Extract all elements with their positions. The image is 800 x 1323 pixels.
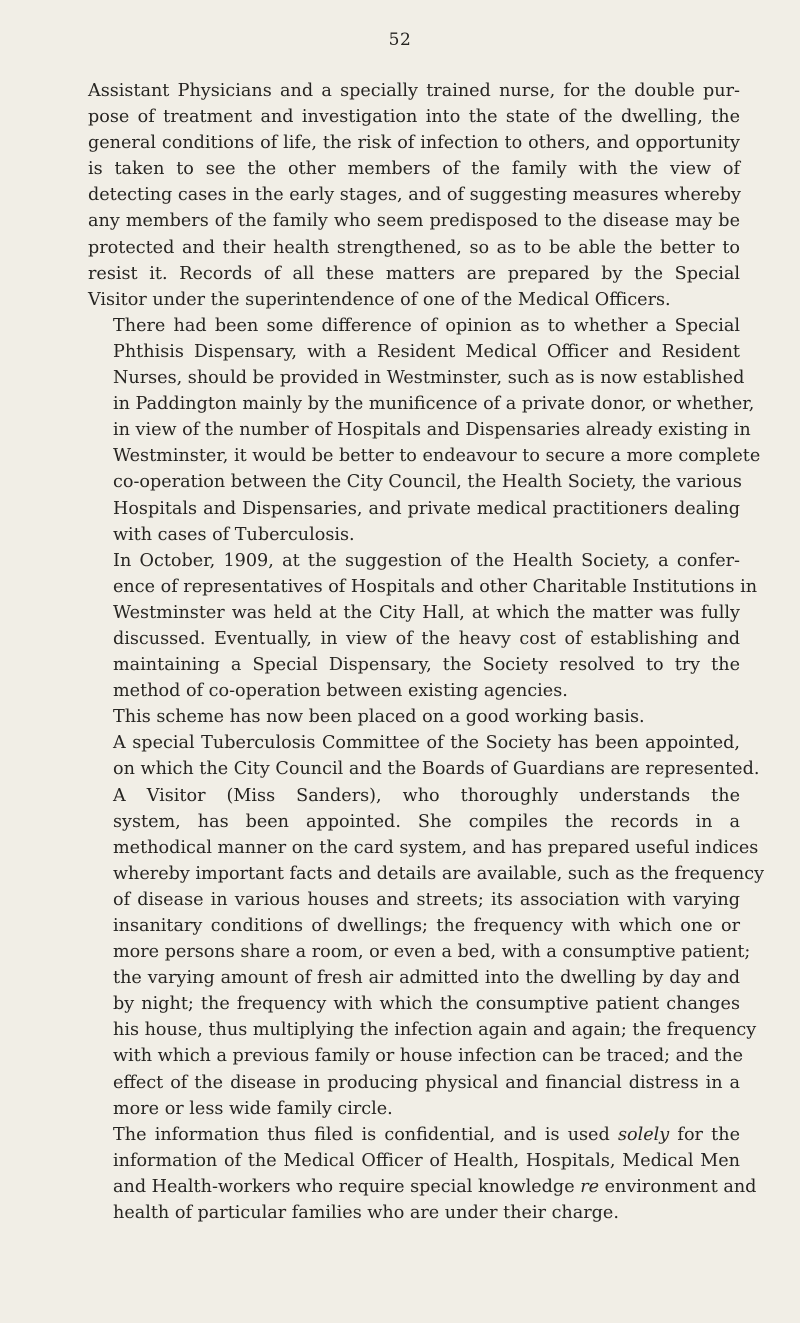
- paragraph: [88, 548, 758, 705]
- paragraph-line: more or less wide family circle.: [113, 1098, 393, 1119]
- paragraph: [88, 313, 761, 548]
- paragraph-line: health of particular families who are under their charge.: [113, 1203, 619, 1224]
- paragraph-line: methodical manner on the card system, and has prepared useful indices: [113, 837, 759, 858]
- paragraph-line: Nurses, should be provided in Westminster, such as is now established: [113, 368, 745, 389]
- paragraph-line: A special Tuberculosis Committee of the Society has been appointed,: [113, 733, 740, 754]
- paragraph-line: A Visitor (Miss Sanders), who thoroughly understands the: [113, 785, 740, 806]
- paragraph-line: effect of the disease in producing physical and financial distress in a: [113, 1072, 740, 1093]
- paragraph-line: his house, thus multiplying the infection again and again; the frequency: [113, 1020, 757, 1041]
- paragraph: [88, 704, 740, 730]
- paragraph-line: ence of representatives of Hospitals and other Charitable Institutions in: [113, 576, 758, 597]
- paragraph-line: in view of the number of Hospitals and Dispensaries already existing in: [113, 420, 751, 441]
- paragraph-line: general conditions of life, the risk of infection to others, and opportunity: [88, 133, 740, 154]
- paragraph-line: insanitary conditions of dwellings; the frequency with which one or: [113, 916, 740, 936]
- paragraph-line: and Health-workers who require special knowledge re environment and: [113, 1176, 757, 1197]
- paragraph-line: There had been some difference of opinion as to whether a Special: [113, 315, 740, 336]
- paragraph-line: Phthisis Dispensary, with a Resident Medical Officer and Resident: [113, 341, 740, 362]
- paragraph-line: Westminster, it would be better to endeavour to secure a more complete: [113, 446, 761, 467]
- paragraph-line: This scheme has now been placed on a good working basis.: [113, 707, 645, 728]
- body-text: [88, 78, 765, 1226]
- paragraph-line: method of co-operation between existing agencies.: [113, 681, 568, 702]
- paragraph-line: protected and their health strengthened, so as to be able the better to: [88, 237, 740, 258]
- paragraph-line: by night; the frequency with which the consumptive patient changes: [113, 994, 740, 1015]
- paragraph-line: information of the Medical Officer of Health, Hospitals, Medical Men: [113, 1150, 740, 1171]
- paragraph-line: with which a previous family or house infection can be traced; and the: [113, 1046, 744, 1067]
- paragraph: [88, 783, 765, 1122]
- paragraph-line: maintaining a Special Dispensary, the Society resolved to try the: [113, 655, 740, 676]
- paragraph-line: co-operation between the City Council, the Health Society, the various: [113, 472, 742, 493]
- paragraph-line: more persons share a room, or even a bed, with a consumptive patient;: [113, 942, 751, 963]
- paragraph-line: Hospitals and Dispensaries, and private medical practitioners dealing: [113, 498, 740, 519]
- paragraph-line: The information thus filed is confidential, and is used solely for the: [113, 1124, 740, 1145]
- paragraph-confidential: [88, 1122, 757, 1226]
- paragraph-line: detecting cases in the early stages, and of suggesting measures whereby: [88, 185, 741, 206]
- paragraph-line: with cases of Tuberculosis.: [113, 524, 355, 545]
- paragraph-line: of disease in various houses and streets; its association with varying: [113, 889, 740, 910]
- paragraph: [88, 730, 760, 782]
- paragraph-line: whereby important facts and details are available, such as the frequency: [113, 863, 765, 884]
- emphasis-re: re: [580, 1176, 600, 1197]
- paragraph-line: Assistant Physicians and a specially trained nurse, for the double pur-: [88, 81, 740, 101]
- paragraph-line: Westminster was held at the City Hall, at which the matter was fully: [113, 602, 740, 623]
- paragraph-line: system, has been appointed. She compiles the records in a: [113, 811, 740, 832]
- paragraph: [88, 78, 740, 313]
- paragraph-list: [88, 78, 765, 1122]
- paragraph-line: Visitor under the superintendence of one of the Medical Officers.: [88, 289, 671, 310]
- paragraph-line: is taken to see the other members of the family with the view of: [88, 159, 740, 180]
- emphasis-solely: solely: [617, 1124, 670, 1145]
- paragraph-line: on which the City Council and the Boards of Guardians are represented.: [113, 759, 760, 780]
- page-number: 52: [388, 30, 412, 50]
- paragraph-line: any members of the family who seem predisposed to the disease may be: [88, 211, 740, 232]
- paragraph-line: discussed. Eventually, in view of the heavy cost of establishing and: [113, 628, 740, 649]
- paragraph-line: resist it. Records of all these matters are prepared by the Special: [88, 263, 740, 284]
- paragraph-line: pose of treatment and investigation into the state of the dwelling, the: [88, 107, 740, 128]
- paragraph-line: In October, 1909, at the suggestion of the Health Society, a confer-: [113, 550, 740, 571]
- paragraph-line: in Paddington mainly by the munificence of a private donor, or whether,: [113, 394, 755, 415]
- paragraph-line: the varying amount of fresh air admitted into the dwelling by day and: [113, 968, 740, 989]
